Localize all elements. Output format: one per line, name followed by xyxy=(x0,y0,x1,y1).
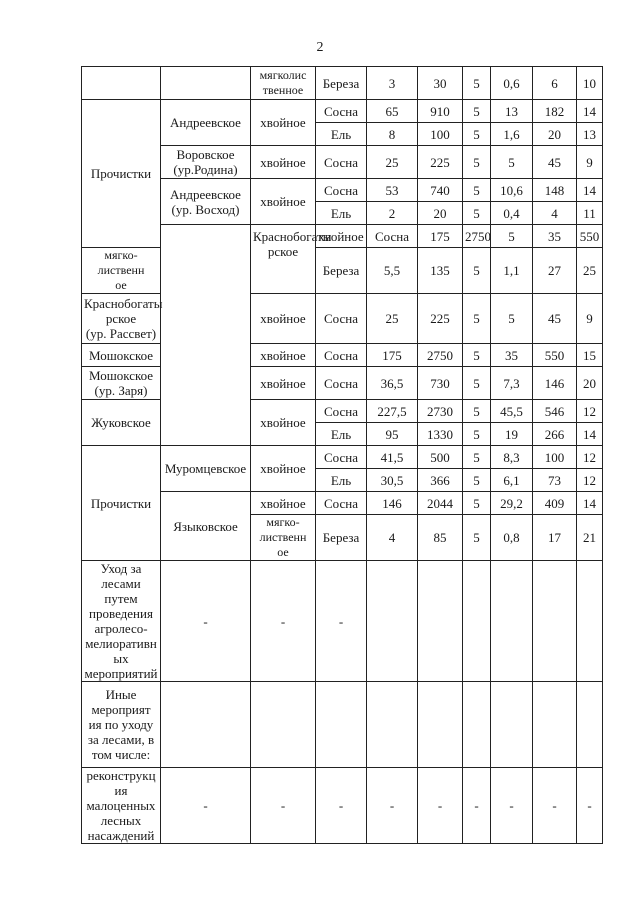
forest-type-cell: - xyxy=(251,561,316,682)
activity-cell xyxy=(161,225,251,446)
table-row xyxy=(82,561,603,682)
value-cell: 11 xyxy=(577,202,603,225)
value-cell xyxy=(367,682,418,768)
value-cell: 146 xyxy=(367,492,418,515)
table-row xyxy=(82,446,603,469)
site-cell: Андреевское xyxy=(161,100,251,146)
value-cell: 5 xyxy=(463,146,491,179)
value-cell: 5 xyxy=(463,469,491,492)
value-cell xyxy=(533,561,577,682)
value-cell: 2 xyxy=(367,202,418,225)
forest-type-cell xyxy=(251,682,316,768)
species-cell: Сосна xyxy=(316,179,367,202)
value-cell: 14 xyxy=(577,100,603,123)
species-cell: Сосна xyxy=(316,492,367,515)
value-cell: 4 xyxy=(533,202,577,225)
table-row xyxy=(82,344,603,367)
forest-type-cell: хвойное xyxy=(251,294,316,344)
value-cell: 5 xyxy=(463,344,491,367)
site-cell: Мошокское xyxy=(82,344,161,367)
forest-type-cell: хвойное xyxy=(251,146,316,179)
value-cell: 227,5 xyxy=(367,400,418,423)
value-cell: 5 xyxy=(463,179,491,202)
species-cell: Сосна xyxy=(316,294,367,344)
value-cell: 3 xyxy=(367,67,418,100)
value-cell: 5 xyxy=(463,367,491,400)
activity-cell: Прочистки xyxy=(82,446,161,561)
table-row xyxy=(82,367,603,400)
site-cell: Языковское xyxy=(161,492,251,561)
value-cell: 14 xyxy=(577,492,603,515)
activity-cell: Иные мероприят ия по уходу за лесами, в том числе: xyxy=(82,682,161,768)
value-cell: 266 xyxy=(533,423,577,446)
species-cell: Сосна xyxy=(316,446,367,469)
value-cell: 182 xyxy=(533,100,577,123)
value-cell: 0,4 xyxy=(491,202,533,225)
value-cell: 29,2 xyxy=(491,492,533,515)
value-cell: 12 xyxy=(577,446,603,469)
site-cell: Краснобогаты рское xyxy=(251,225,316,294)
value-cell: 175 xyxy=(418,225,463,248)
value-cell: - xyxy=(533,768,577,844)
species-cell: Сосна xyxy=(316,146,367,179)
page-number: 2 xyxy=(316,40,324,55)
value-cell: 13 xyxy=(491,100,533,123)
value-cell: 5 xyxy=(463,123,491,146)
value-cell xyxy=(577,561,603,682)
forest-type-cell: хвойное xyxy=(251,179,316,225)
value-cell: 740 xyxy=(418,179,463,202)
value-cell: 35 xyxy=(491,344,533,367)
value-cell: - xyxy=(577,768,603,844)
forest-type-cell: хвойное xyxy=(316,225,367,248)
value-cell: 2730 xyxy=(418,400,463,423)
forest-type-cell: мягко- лиственн ое xyxy=(251,515,316,561)
site-cell: - xyxy=(161,561,251,682)
forest-type-cell: мягколис твенное xyxy=(251,67,316,100)
value-cell: 100 xyxy=(533,446,577,469)
species-cell: - xyxy=(316,561,367,682)
species-cell: Береза xyxy=(316,67,367,100)
table-row xyxy=(82,294,603,344)
value-cell: - xyxy=(367,768,418,844)
value-cell: 5 xyxy=(463,515,491,561)
species-cell: Сосна xyxy=(316,344,367,367)
value-cell: 5,5 xyxy=(367,248,418,294)
value-cell xyxy=(577,682,603,768)
value-cell: 7,3 xyxy=(491,367,533,400)
value-cell: 2750 xyxy=(463,225,491,248)
table-row xyxy=(82,179,603,202)
value-cell: 19 xyxy=(491,423,533,446)
activity-cell xyxy=(82,67,161,100)
species-cell: Ель xyxy=(316,123,367,146)
site-cell xyxy=(161,67,251,100)
value-cell: 5 xyxy=(463,100,491,123)
value-cell: 12 xyxy=(577,469,603,492)
value-cell: 146 xyxy=(533,367,577,400)
activity-cell: Прочистки xyxy=(82,100,161,248)
value-cell: 30,5 xyxy=(367,469,418,492)
table-row xyxy=(82,682,603,768)
site-cell: Андреевское (ур. Восход) xyxy=(161,179,251,225)
forest-care-table xyxy=(81,66,603,844)
value-cell: 30 xyxy=(418,67,463,100)
value-cell: 35 xyxy=(533,225,577,248)
value-cell xyxy=(491,561,533,682)
forest-type-cell: хвойное xyxy=(251,344,316,367)
table-row xyxy=(82,492,603,515)
value-cell: 45 xyxy=(533,146,577,179)
value-cell: 2044 xyxy=(418,492,463,515)
value-cell: 5 xyxy=(491,294,533,344)
value-cell: 5 xyxy=(463,202,491,225)
species-cell: Сосна xyxy=(316,100,367,123)
forest-type-cell: хвойное xyxy=(251,446,316,492)
value-cell: 100 xyxy=(418,123,463,146)
site-cell: Краснобогаты рское (ур. Рассвет) xyxy=(82,294,161,344)
value-cell: 1,6 xyxy=(491,123,533,146)
table-row xyxy=(82,100,603,123)
value-cell: 45,5 xyxy=(491,400,533,423)
value-cell: 175 xyxy=(367,344,418,367)
value-cell: 5 xyxy=(491,146,533,179)
table-row xyxy=(82,248,603,294)
value-cell: 5 xyxy=(463,67,491,100)
value-cell: 500 xyxy=(418,446,463,469)
value-cell: 1330 xyxy=(418,423,463,446)
value-cell: 5 xyxy=(463,446,491,469)
value-cell: 12 xyxy=(577,400,603,423)
value-cell: 5 xyxy=(491,225,533,248)
value-cell xyxy=(418,561,463,682)
value-cell: 36,5 xyxy=(367,367,418,400)
value-cell: 41,5 xyxy=(367,446,418,469)
value-cell: 17 xyxy=(533,515,577,561)
value-cell: 25 xyxy=(367,146,418,179)
value-cell: 1,1 xyxy=(491,248,533,294)
activity-cell: Уход за лесами путем проведения агролесо-мелиоративн ых мероприятий xyxy=(82,561,161,682)
value-cell: 0,6 xyxy=(491,67,533,100)
value-cell: 14 xyxy=(577,179,603,202)
value-cell: 8 xyxy=(367,123,418,146)
site-cell: Муромцевское xyxy=(161,446,251,492)
value-cell: 25 xyxy=(367,294,418,344)
value-cell: 20 xyxy=(577,367,603,400)
value-cell: 5 xyxy=(463,423,491,446)
value-cell: 550 xyxy=(533,344,577,367)
value-cell xyxy=(418,682,463,768)
value-cell: 95 xyxy=(367,423,418,446)
value-cell: 546 xyxy=(533,400,577,423)
value-cell: 13 xyxy=(577,123,603,146)
value-cell: 5 xyxy=(463,492,491,515)
value-cell: 14 xyxy=(577,423,603,446)
forest-type-cell: хвойное xyxy=(251,400,316,446)
value-cell: 5 xyxy=(463,294,491,344)
species-cell: Береза xyxy=(316,248,367,294)
species-cell xyxy=(316,682,367,768)
table-row xyxy=(82,225,603,248)
value-cell: 20 xyxy=(418,202,463,225)
value-cell: 2750 xyxy=(418,344,463,367)
forest-type-cell: мягко- лиственн ое xyxy=(82,248,161,294)
value-cell: 0,8 xyxy=(491,515,533,561)
activity-cell: реконструкц ия малоценных лесных насаждений xyxy=(82,768,161,844)
value-cell: 225 xyxy=(418,146,463,179)
value-cell: 148 xyxy=(533,179,577,202)
table-row xyxy=(82,146,603,179)
value-cell xyxy=(463,561,491,682)
value-cell: - xyxy=(418,768,463,844)
value-cell: 910 xyxy=(418,100,463,123)
value-cell xyxy=(463,682,491,768)
value-cell: - xyxy=(491,768,533,844)
species-cell: - xyxy=(316,768,367,844)
value-cell: 409 xyxy=(533,492,577,515)
species-cell: Ель xyxy=(316,202,367,225)
value-cell: 6 xyxy=(533,67,577,100)
value-cell: 5 xyxy=(463,400,491,423)
value-cell xyxy=(491,682,533,768)
value-cell: 27 xyxy=(533,248,577,294)
value-cell: 10,6 xyxy=(491,179,533,202)
forest-type-cell: хвойное xyxy=(251,367,316,400)
species-cell: Сосна xyxy=(316,400,367,423)
value-cell: 135 xyxy=(418,248,463,294)
species-cell: Береза xyxy=(316,515,367,561)
value-cell xyxy=(367,561,418,682)
value-cell: 20 xyxy=(533,123,577,146)
species-cell: Ель xyxy=(316,469,367,492)
value-cell: 45 xyxy=(533,294,577,344)
site-cell: Мошокское (ур. Заря) xyxy=(82,367,161,400)
value-cell: 53 xyxy=(367,179,418,202)
forest-type-cell: хвойное xyxy=(251,492,316,515)
forest-type-cell: - xyxy=(251,768,316,844)
value-cell xyxy=(533,682,577,768)
value-cell: 65 xyxy=(367,100,418,123)
value-cell: 5 xyxy=(463,248,491,294)
value-cell: 73 xyxy=(533,469,577,492)
species-cell: Сосна xyxy=(367,225,418,248)
site-cell: Воровское (ур.Родина) xyxy=(161,146,251,179)
value-cell: 8,3 xyxy=(491,446,533,469)
value-cell: 21 xyxy=(577,515,603,561)
value-cell: 366 xyxy=(418,469,463,492)
forest-type-cell: хвойное xyxy=(251,100,316,146)
value-cell: 25 xyxy=(577,248,603,294)
species-cell: Сосна xyxy=(316,367,367,400)
value-cell: 4 xyxy=(367,515,418,561)
species-cell: Ель xyxy=(316,423,367,446)
value-cell: 550 xyxy=(577,225,603,248)
site-cell: - xyxy=(161,768,251,844)
value-cell: 10 xyxy=(577,67,603,100)
value-cell: 730 xyxy=(418,367,463,400)
table-row xyxy=(82,400,603,423)
value-cell: 6,1 xyxy=(491,469,533,492)
table-row xyxy=(82,67,603,100)
value-cell: 225 xyxy=(418,294,463,344)
value-cell: 15 xyxy=(577,344,603,367)
value-cell: 9 xyxy=(577,146,603,179)
site-cell: Жуковское xyxy=(82,400,161,446)
site-cell xyxy=(161,682,251,768)
value-cell: 9 xyxy=(577,294,603,344)
value-cell: - xyxy=(463,768,491,844)
table-row xyxy=(82,768,603,844)
value-cell: 85 xyxy=(418,515,463,561)
